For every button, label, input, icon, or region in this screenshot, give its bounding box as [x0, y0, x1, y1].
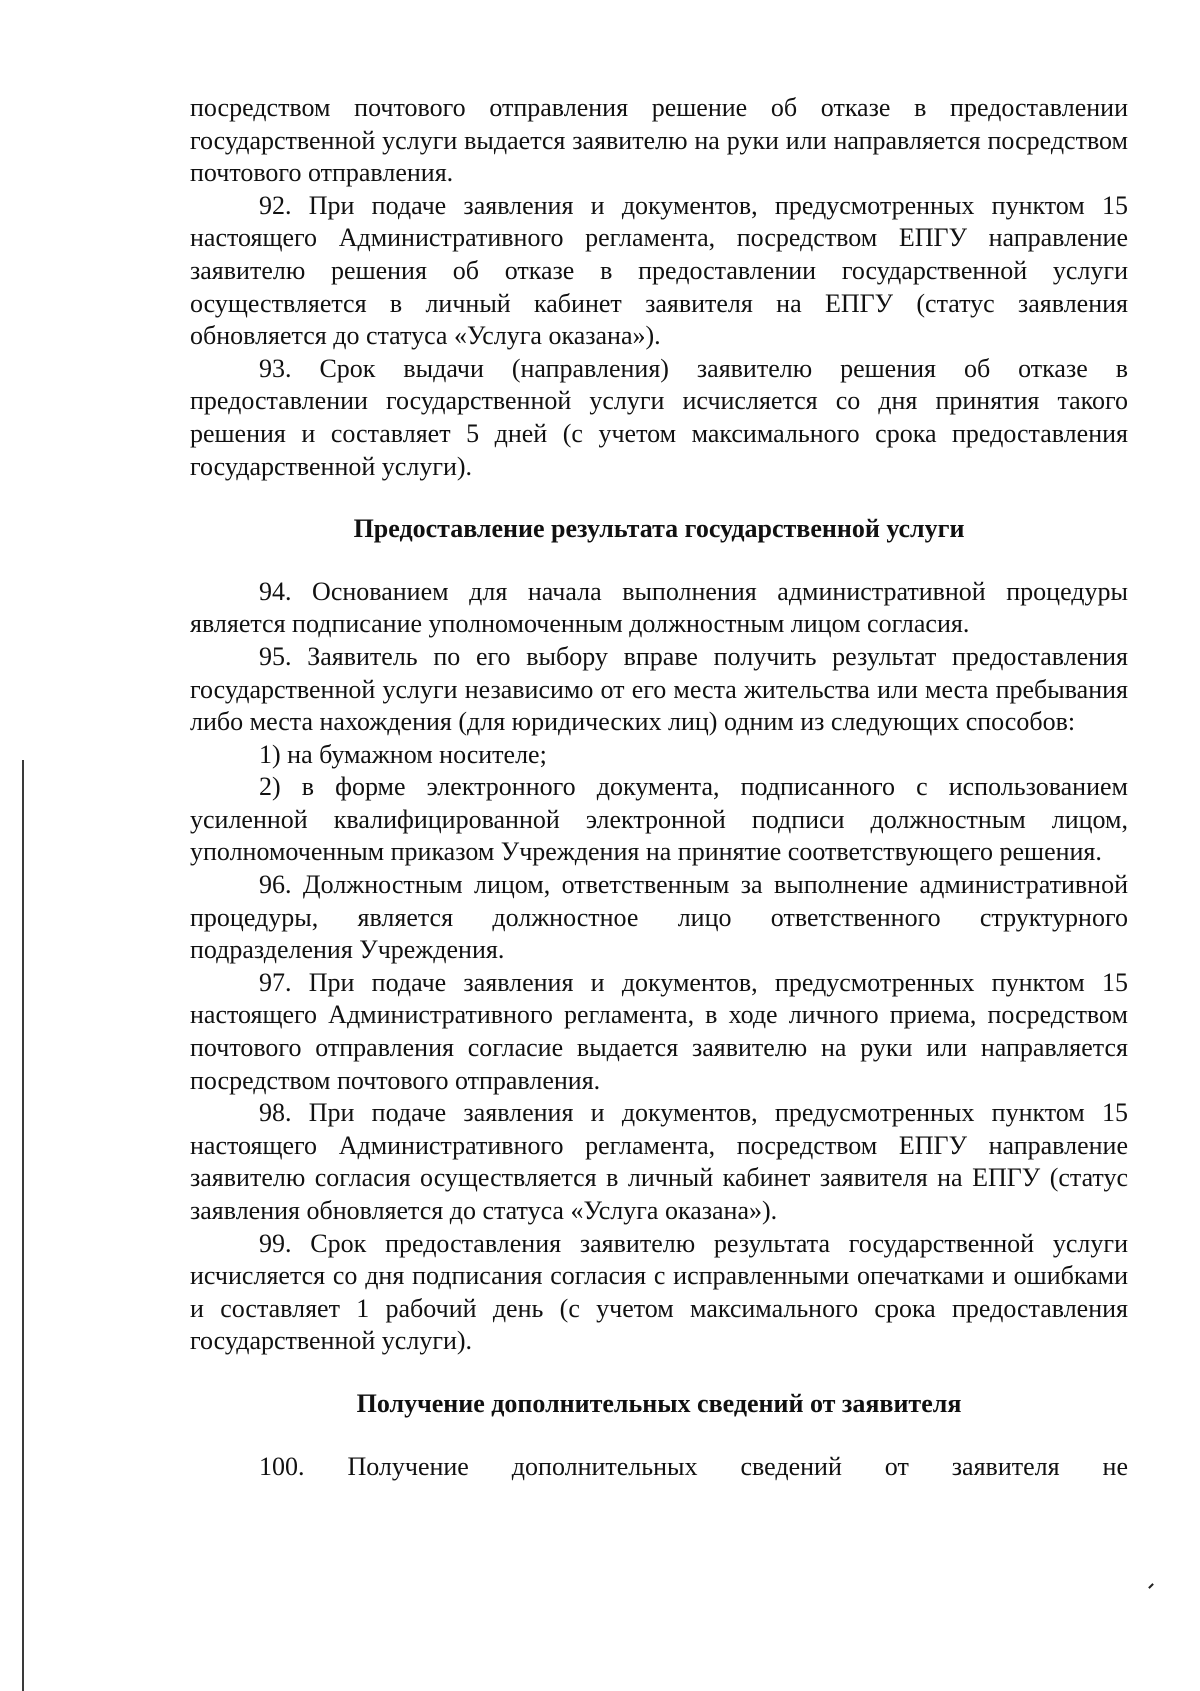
paragraph-93: 93. Срок выдачи (направления) заявителю решения об отказе в предоставлении государственной услуги исчисляется со дня принятия такого решения и составляет 5 дней (с учетом максимального срока предоставления государственной услуги). — [190, 353, 1128, 481]
paragraph-94: 94. Основанием для начала выполнения административной процедуры является подписание уполномоченным должностным лицом согласия. — [190, 576, 1128, 639]
scan-edge-line — [22, 760, 24, 1691]
document-body — [190, 92, 1128, 1483]
list-item-2: 2) в форме электронного документа, подписанного с использованием усиленной квалифицированной электронной подписи должностным лицом, уполномоченным приказом Учреждения на принятие соответствующего решения. — [190, 772, 1128, 867]
paragraph-100: 100. Получение дополнительных сведений от заявителя не — [259, 1451, 1128, 1481]
paragraph-96: 96. Должностным лицом, ответственным за выполнение административной процедуры, является должностное лицо ответственного структурного подразделения Учреждения. — [190, 870, 1128, 965]
paragraph-continuation: посредством почтового отправления решение об отказе в предоставлении государственной услуги выдается заявителю на руки или направляется посредством почтового отправления. — [190, 93, 1128, 188]
scan-mark — [1148, 1583, 1154, 1589]
list-item-1: 1) на бумажном носителе; — [259, 739, 547, 769]
section-heading-result: Предоставление результата государственной услуги — [353, 514, 965, 544]
paragraph-95: 95. Заявитель по его выбору вправе получить результат предоставления государственной услуги независимо от его места жительства или места пребывания либо места нахождения (для юридических лиц) одним из следующих способов: — [190, 641, 1128, 737]
section-heading-additional-info: Получение дополнительных сведений от заявителя — [356, 1388, 962, 1418]
paragraph-98: 98. При подаче заявления и документов, предусмотренных пунктом 15 настоящего Административного регламента, посредством ЕПГУ направление заявителю согласия осуществляется в личный кабинет заявителя на ЕПГУ (статус заявления обновляется до статуса «Услуга оказана»). — [190, 1098, 1128, 1225]
paragraph-99: 99. Срок предоставления заявителю результата государственной услуги исчисляется со дня подписания согласия с исправленными опечатками и ошибками и составляет 1 рабочий день (с учетом максимального срока предоставления государственной услуги). — [190, 1228, 1128, 1356]
paragraph-92: 92. При подаче заявления и документов, предусмотренных пунктом 15 настоящего Административного регламента, посредством ЕПГУ направление заявителю решения об отказе в предоставлении государственной услуги осуществляется в личный кабинет заявителя на ЕПГУ (статус заявления обновляется до статуса «Услуга оказана»). — [190, 190, 1128, 351]
paragraph-97: 97. При подаче заявления и документов, предусмотренных пунктом 15 настоящего Административного регламента, в ходе личного приема, посредством почтового отправления согласие выдается заявителю на руки или направляется посредством почтового отправления. — [190, 967, 1128, 1095]
